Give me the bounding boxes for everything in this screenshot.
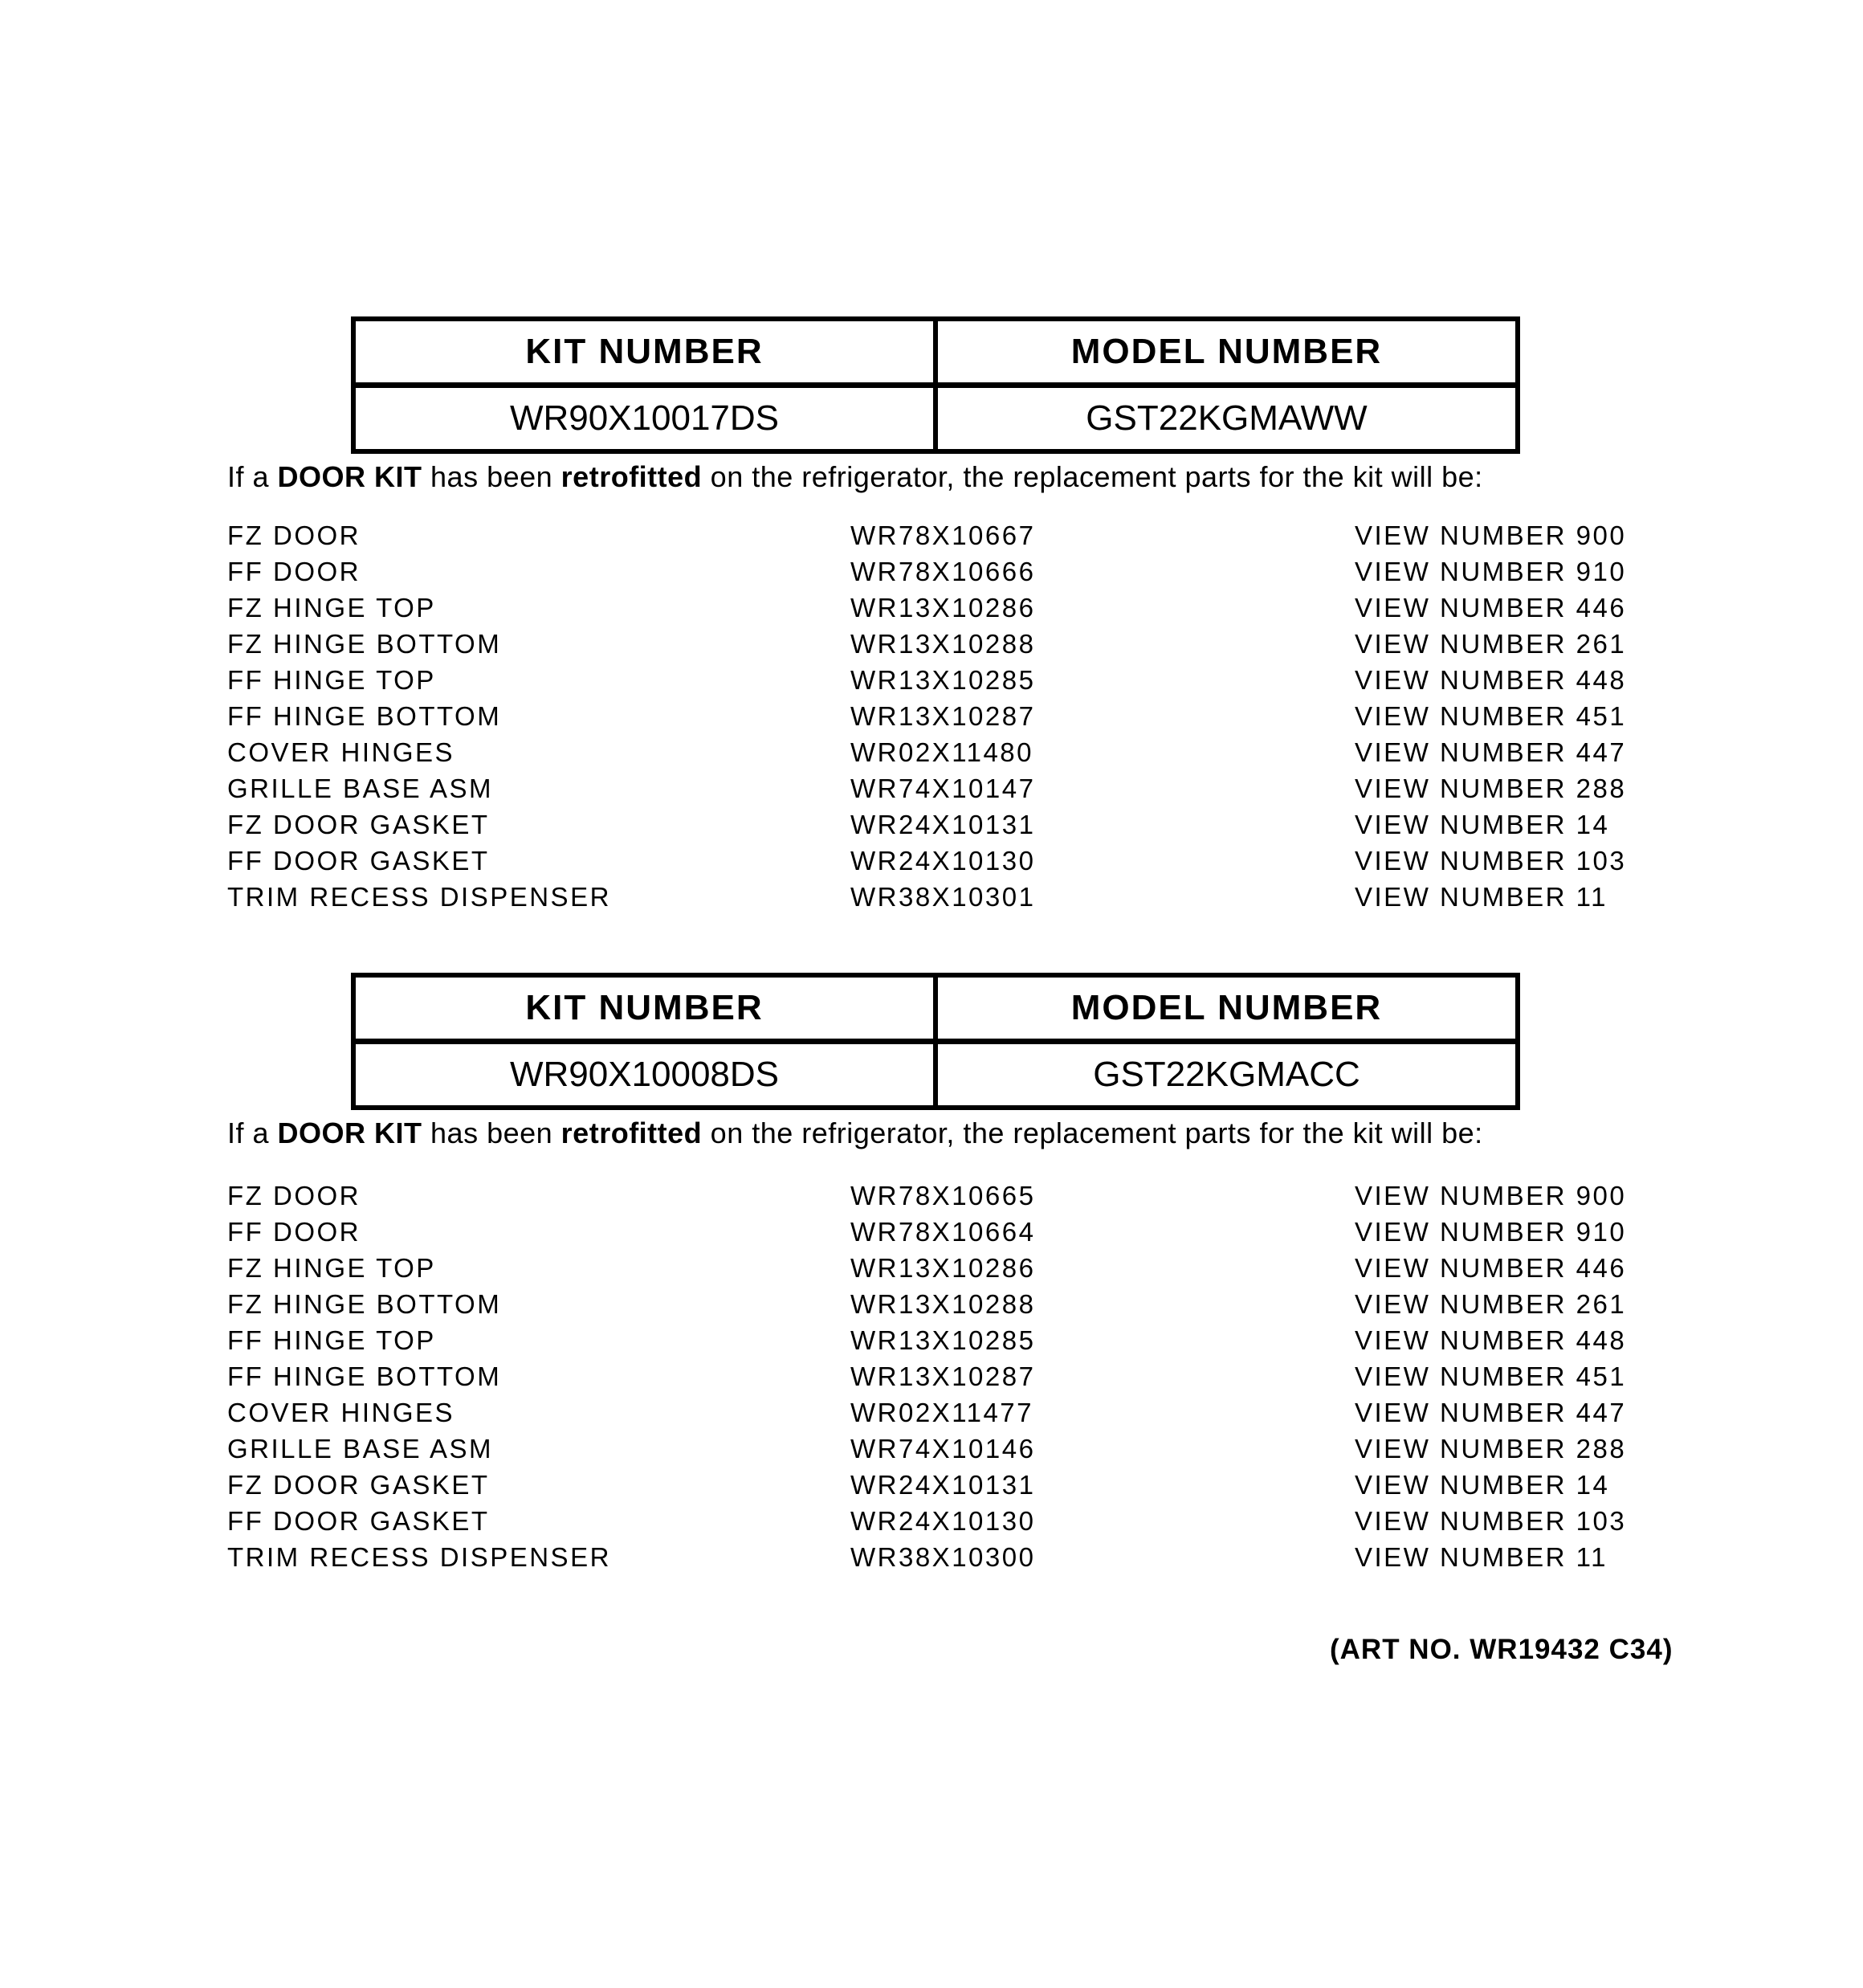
- part-row: [227, 1250, 1753, 1286]
- part-number: WR74X10147: [850, 774, 1036, 803]
- model-number-value: GST22KGMACC: [936, 1042, 1518, 1108]
- part-number: WR74X10146: [850, 1434, 1036, 1463]
- part-name: TRIM RECESS DISPENSER: [227, 1542, 611, 1572]
- model-number-header: MODEL NUMBER: [936, 975, 1518, 1042]
- intro-bold-door-kit: DOOR KIT: [277, 460, 422, 493]
- part-row: [227, 626, 1753, 662]
- view-number: VIEW NUMBER 261: [1355, 1289, 1627, 1319]
- part-row: [227, 1178, 1753, 1214]
- part-name: GRILLE BASE ASM: [227, 1434, 493, 1463]
- part-name: COVER HINGES: [227, 737, 455, 767]
- part-row: [227, 517, 1753, 553]
- part-row: [227, 879, 1753, 915]
- view-number: VIEW NUMBER 446: [1355, 1253, 1627, 1283]
- part-row: [227, 843, 1753, 879]
- view-number: VIEW NUMBER 448: [1355, 1325, 1627, 1355]
- kit-number-value: WR90X10008DS: [353, 1042, 936, 1108]
- part-number: WR24X10131: [850, 1470, 1036, 1500]
- part-row: [227, 1358, 1753, 1394]
- part-name: FZ HINGE TOP: [227, 1253, 436, 1283]
- intro-bold-retrofitted: retrofitted: [561, 460, 703, 493]
- model-number-value: GST22KGMAWW: [936, 386, 1518, 452]
- view-number: VIEW NUMBER 900: [1355, 1181, 1627, 1210]
- intro-sentence-2: [227, 1117, 1483, 1149]
- intro-text: If a: [227, 1116, 278, 1149]
- kit-model-table-1: [351, 316, 1520, 454]
- part-row: [227, 662, 1753, 698]
- intro-bold-door-kit: DOOR KIT: [277, 1116, 422, 1149]
- view-number: VIEW NUMBER 11: [1355, 882, 1608, 912]
- part-row: [227, 1539, 1753, 1575]
- part-row: [227, 1503, 1753, 1539]
- part-number: WR13X10287: [850, 701, 1036, 731]
- part-number: WR02X11477: [850, 1398, 1034, 1427]
- part-number: WR02X11480: [850, 737, 1034, 767]
- part-row: [227, 1286, 1753, 1322]
- view-number: VIEW NUMBER 14: [1355, 810, 1610, 839]
- part-number: WR24X10131: [850, 810, 1036, 839]
- part-row: [227, 590, 1753, 626]
- part-row: [227, 770, 1753, 806]
- part-number: WR24X10130: [850, 846, 1036, 876]
- intro-text: If a: [227, 460, 278, 493]
- view-number: VIEW NUMBER 446: [1355, 593, 1627, 623]
- view-number: VIEW NUMBER 103: [1355, 846, 1627, 876]
- part-row: [227, 1214, 1753, 1250]
- part-row: [227, 1431, 1753, 1467]
- part-row: [227, 806, 1753, 843]
- view-number: VIEW NUMBER 900: [1355, 520, 1627, 550]
- part-name: FF HINGE BOTTOM: [227, 1361, 502, 1391]
- art-number: (ART NO. WR19432 C34): [1330, 1634, 1673, 1665]
- part-number: WR78X10666: [850, 557, 1036, 586]
- part-number: WR13X10287: [850, 1361, 1036, 1391]
- part-name: FZ DOOR: [227, 520, 361, 550]
- part-row: [227, 1322, 1753, 1358]
- part-row: [227, 553, 1753, 590]
- kit-model-table-2: [351, 973, 1520, 1110]
- part-name: FF DOOR: [227, 1217, 361, 1247]
- view-number: VIEW NUMBER 288: [1355, 774, 1627, 803]
- part-name: FF DOOR GASKET: [227, 1506, 490, 1536]
- view-number: VIEW NUMBER 447: [1355, 737, 1627, 767]
- table-value-row: [353, 1042, 1518, 1108]
- part-name: FF DOOR GASKET: [227, 846, 490, 876]
- view-number: VIEW NUMBER 451: [1355, 701, 1627, 731]
- parts-list-1: [227, 517, 1753, 915]
- part-name: FZ HINGE BOTTOM: [227, 1289, 502, 1319]
- intro-text: has been: [422, 460, 561, 493]
- view-number: VIEW NUMBER 448: [1355, 665, 1627, 695]
- part-number: WR78X10665: [850, 1181, 1036, 1210]
- part-name: FZ HINGE BOTTOM: [227, 629, 502, 659]
- kit-number-header: KIT NUMBER: [353, 975, 936, 1042]
- view-number: VIEW NUMBER 103: [1355, 1506, 1627, 1536]
- view-number: VIEW NUMBER 910: [1355, 1217, 1627, 1247]
- part-number: WR13X10286: [850, 593, 1036, 623]
- part-number: WR38X10300: [850, 1542, 1036, 1572]
- table-header-row: [353, 975, 1518, 1042]
- part-row: [227, 1394, 1753, 1431]
- part-name: FF HINGE BOTTOM: [227, 701, 502, 731]
- intro-bold-retrofitted: retrofitted: [561, 1116, 703, 1149]
- view-number: VIEW NUMBER 910: [1355, 557, 1627, 586]
- part-name: TRIM RECESS DISPENSER: [227, 882, 611, 912]
- part-row: [227, 1467, 1753, 1503]
- part-number: WR78X10664: [850, 1217, 1036, 1247]
- part-row: [227, 698, 1753, 734]
- part-number: WR13X10288: [850, 1289, 1036, 1319]
- intro-text: on the refrigerator, the replacement parts for the kit will be:: [702, 460, 1483, 493]
- part-number: WR13X10288: [850, 629, 1036, 659]
- part-name: FZ DOOR GASKET: [227, 810, 490, 839]
- part-number: WR24X10130: [850, 1506, 1036, 1536]
- part-number: WR38X10301: [850, 882, 1036, 912]
- view-number: VIEW NUMBER 451: [1355, 1361, 1627, 1391]
- part-name: FZ DOOR: [227, 1181, 361, 1210]
- model-number-header: MODEL NUMBER: [936, 319, 1518, 386]
- part-number: WR13X10285: [850, 1325, 1036, 1355]
- view-number: VIEW NUMBER 447: [1355, 1398, 1627, 1427]
- part-name: FZ HINGE TOP: [227, 593, 436, 623]
- table-header-row: [353, 319, 1518, 386]
- view-number: VIEW NUMBER 261: [1355, 629, 1627, 659]
- parts-list-2: [227, 1178, 1753, 1575]
- part-number: WR13X10285: [850, 665, 1036, 695]
- view-number: VIEW NUMBER 11: [1355, 1542, 1608, 1572]
- view-number: VIEW NUMBER 14: [1355, 1470, 1610, 1500]
- part-name: FF HINGE TOP: [227, 665, 436, 695]
- part-number: WR78X10667: [850, 520, 1036, 550]
- part-number: WR13X10286: [850, 1253, 1036, 1283]
- part-name: FZ DOOR GASKET: [227, 1470, 490, 1500]
- part-row: [227, 734, 1753, 770]
- kit-number-header: KIT NUMBER: [353, 319, 936, 386]
- intro-text: has been: [422, 1116, 561, 1149]
- part-name: GRILLE BASE ASM: [227, 774, 493, 803]
- table-value-row: [353, 386, 1518, 452]
- part-name: FF DOOR: [227, 557, 361, 586]
- part-name: FF HINGE TOP: [227, 1325, 436, 1355]
- intro-text: on the refrigerator, the replacement parts for the kit will be:: [702, 1116, 1483, 1149]
- view-number: VIEW NUMBER 288: [1355, 1434, 1627, 1463]
- intro-sentence-1: [227, 461, 1483, 493]
- kit-number-value: WR90X10017DS: [353, 386, 936, 452]
- part-name: COVER HINGES: [227, 1398, 455, 1427]
